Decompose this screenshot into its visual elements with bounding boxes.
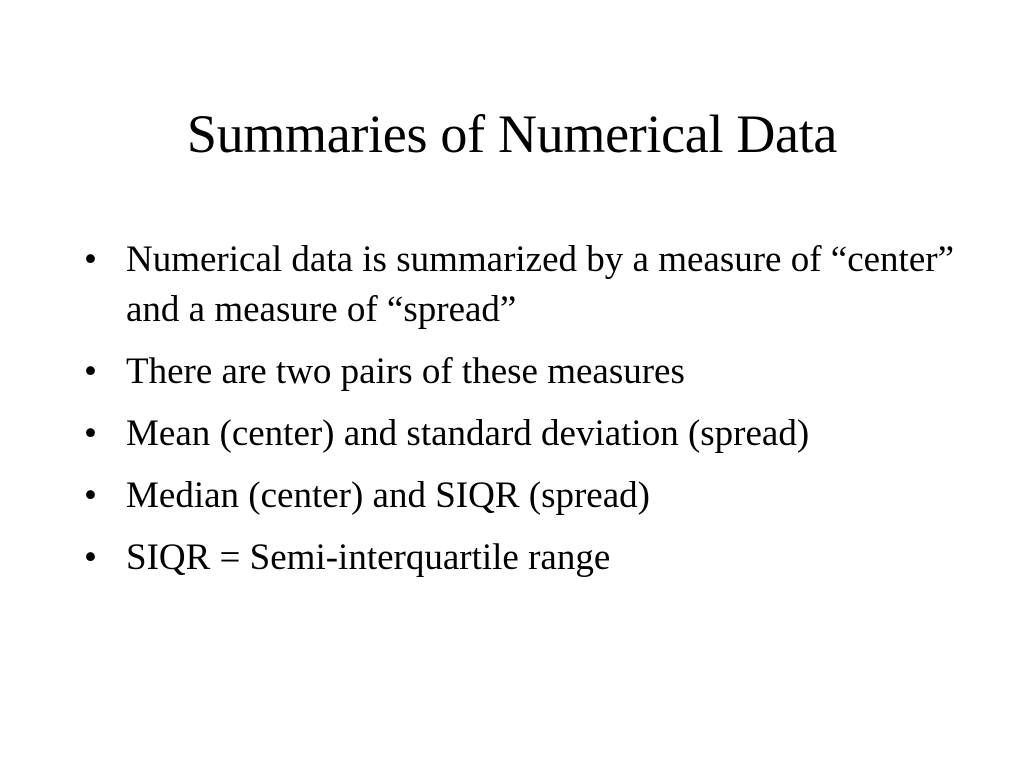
bullet-icon: • (84, 351, 97, 392)
bullet-icon: • (84, 413, 97, 454)
bullet-item (84, 471, 964, 521)
bullet-item (84, 235, 964, 335)
bullet-icon: • (84, 239, 97, 280)
bullet-icon: • (84, 475, 97, 516)
bullet-text: There are two pairs of these measures (126, 351, 685, 392)
slide-title: Summaries of Numerical Data (186, 104, 838, 164)
bullet-list (84, 235, 964, 595)
bullet-text: Numerical data is summarized by a measure of “center” and a measure of “spread” (126, 239, 955, 330)
bullet-text: SIQR = Semi-interquartile range (126, 537, 611, 578)
bullet-item (84, 533, 964, 583)
bullet-item (84, 347, 964, 397)
bullet-icon: • (84, 537, 97, 578)
bullet-item (84, 409, 964, 459)
bullet-text: Mean (center) and standard deviation (spread) (126, 413, 810, 454)
bullet-text: Median (center) and SIQR (spread) (126, 475, 650, 516)
